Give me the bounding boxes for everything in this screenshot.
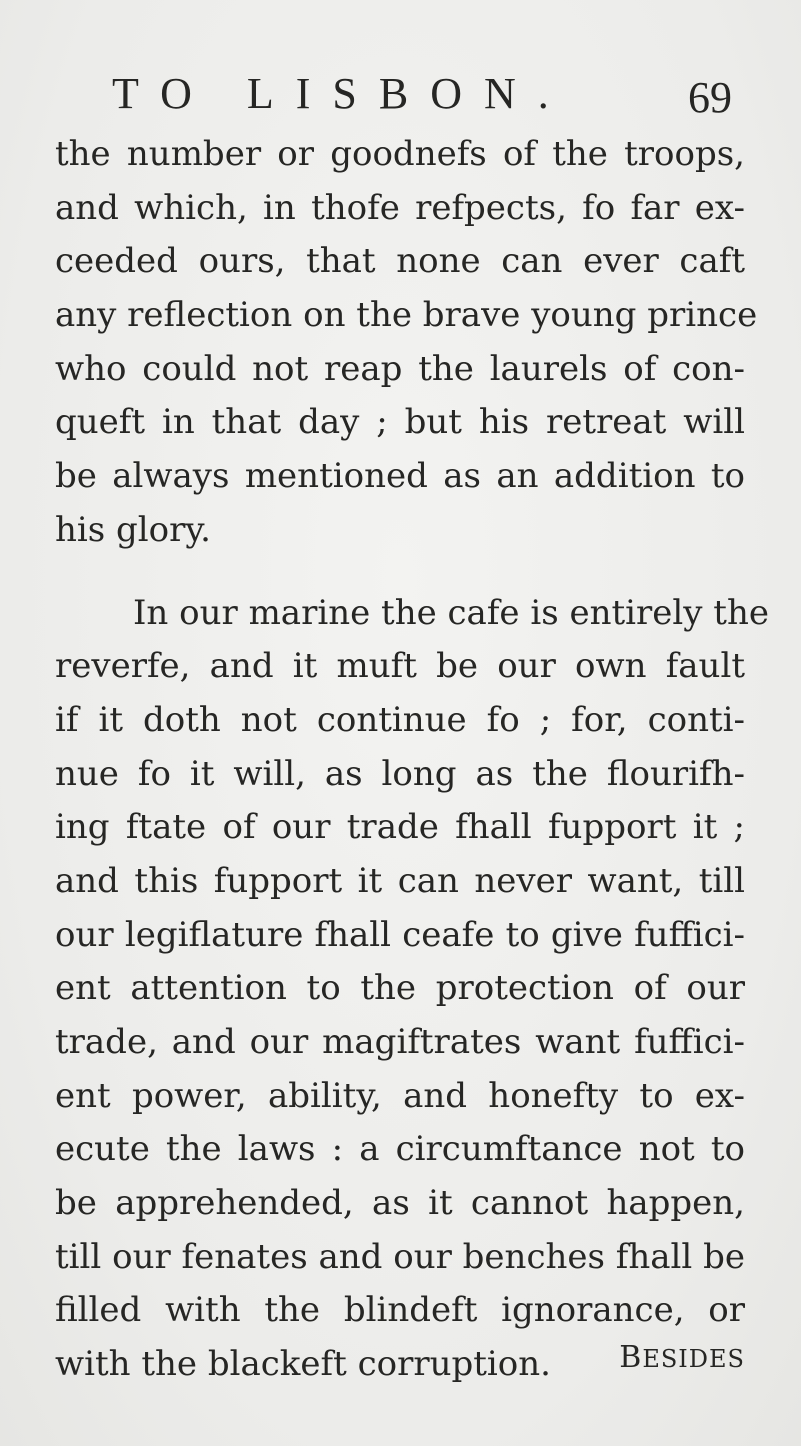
running-head-title: TO LISBON. xyxy=(112,69,571,118)
text-line: be always mentioned as an addition to xyxy=(55,456,745,497)
text-line: ent power, ability, and honefty to ex- xyxy=(55,1075,745,1116)
text-line: ent attention to the protection of our xyxy=(55,968,745,1009)
catchword xyxy=(619,1338,745,1379)
text-line: and which, in thofe refpects, fo far ex- xyxy=(55,187,745,228)
text-line: ecute the laws : a circumftance not to xyxy=(55,1129,745,1170)
text-line: be apprehended, as it cannot happen, xyxy=(55,1183,745,1224)
text-line: and this fupport it can never want, till xyxy=(55,860,745,901)
text-line: our legiflature fhall ceafe to give fuffici- xyxy=(55,914,745,955)
paragraph-gap xyxy=(55,558,745,587)
text-line: the number or goodnefs of the troops, xyxy=(55,134,745,174)
paragraph-1 xyxy=(55,128,758,558)
page-number: 69 xyxy=(688,73,732,122)
text-line: In our marine the cafe is entirely the xyxy=(133,592,769,633)
text-line: if it doth not continue fo ; for, conti- xyxy=(55,699,745,740)
text-line: till our fenates and our benches fhall be xyxy=(55,1236,745,1277)
text-line: trade, and our magiftrates want fuffici- xyxy=(55,1022,745,1062)
text-line: any reflection on the brave young prince xyxy=(55,295,758,336)
text-line: filled with the blindeft ignorance, or xyxy=(55,1290,745,1331)
text-line: with the blackeft corruption. xyxy=(55,1344,551,1385)
text-line: nue fo it will, as long as the flourifh- xyxy=(55,753,745,794)
text-line: reverfe, and it muft be our own fault xyxy=(55,646,745,687)
text-line: who could not reap the laurels of con- xyxy=(55,348,745,389)
text-line: ceeded ours, that none can ever caft xyxy=(55,241,745,282)
text-line: queft in that day ; but his retreat will xyxy=(55,402,745,443)
body-text xyxy=(55,128,769,1392)
running-head xyxy=(112,66,732,122)
text-line: his glory. xyxy=(55,509,211,550)
catchword-initial: B xyxy=(619,1340,643,1375)
catchword-rest: ESIDES xyxy=(642,1345,745,1373)
text-line: ing ftate of our trade fhall fupport it ; xyxy=(55,807,745,848)
paragraph-2 xyxy=(55,587,769,1392)
